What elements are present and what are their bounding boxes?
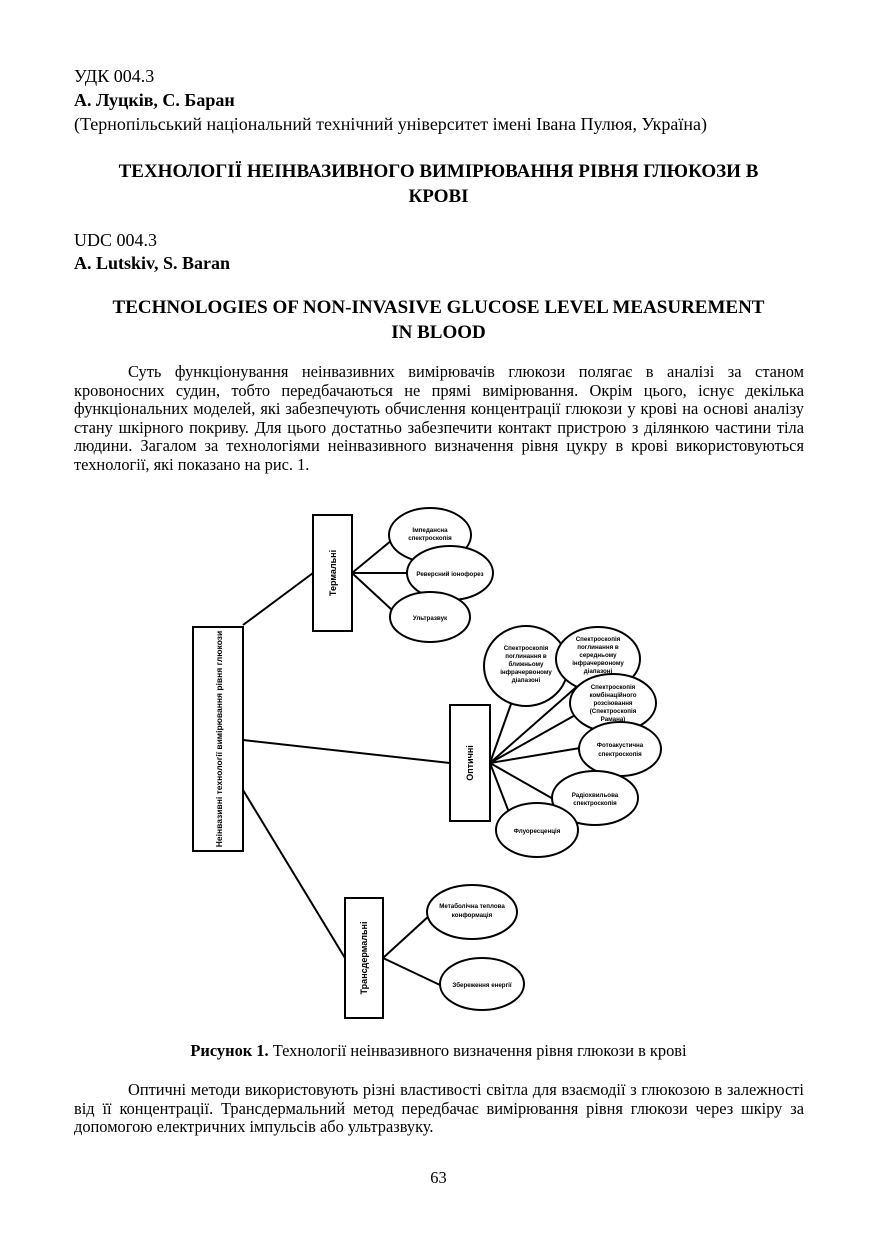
- mir-label-5: діапазоні: [583, 668, 613, 675]
- energy-label: Збереження енергії: [452, 982, 512, 989]
- page-number: 63: [430, 1168, 447, 1187]
- nir-label-4: інфрачервоному: [500, 669, 552, 676]
- mir-label-1: Спектроскопія: [575, 636, 621, 643]
- raman-label-3: розсіювання: [593, 700, 633, 707]
- udk-ua: УДК 004.3: [74, 66, 155, 86]
- nir-label-2: поглинання в: [505, 653, 547, 660]
- impedance-label-1: Імпедансна: [412, 527, 448, 534]
- title-en-line2: IN BLOOD: [391, 322, 486, 343]
- transdermal-label: Трансдермальні: [359, 921, 369, 995]
- connector-root-optical: [243, 740, 450, 763]
- title-ua-line2: КРОВІ: [408, 186, 469, 207]
- root-label: Неінвазивні технології вимірювання рівня глюкози: [214, 630, 224, 848]
- radiowave-label-2: спектроскопія: [573, 800, 617, 807]
- nir-label-3: ближньому: [508, 661, 544, 668]
- photoacoustic-ellipse: [579, 722, 661, 776]
- connector-thermal-impedance: [352, 540, 392, 573]
- connector-transdermal-metabolic: [383, 915, 430, 958]
- raman-label-2: комбінаційного: [589, 692, 637, 699]
- raman-label-4: (Спектроскопія: [589, 708, 637, 715]
- metabolic-label-1: Метаболічна теплова: [439, 903, 505, 910]
- metabolic-label-2: конформація: [451, 912, 493, 919]
- raman-label-5: Рамана): [600, 716, 626, 723]
- figure-caption: [0, 1041, 877, 1061]
- connector-optical-fluorescence: [490, 763, 510, 815]
- ultrasound-label: Ультразвук: [412, 615, 448, 622]
- thermal-label: Термальні: [328, 549, 338, 597]
- radiowave-label-1: Радіохвильова: [571, 792, 619, 799]
- caption-label: Рисунок 1.: [190, 1041, 269, 1060]
- authors-ua: А. Луцків, С. Баран: [74, 90, 235, 110]
- nir-label-5: діапазоні: [511, 677, 541, 684]
- affiliation-ua: (Тернопільський національний технічний університет імені Івана Пулюя, Україна): [74, 114, 707, 134]
- impedance-label-2: спектроскопія: [408, 535, 452, 542]
- paragraph-optical: Оптичні методи використовують різні властивості світла для взаємодії з глюкозою в залежності від її концентрації. Трансдермальний метод передбачає вимірювання рівня глюкози через шкіру за допомогою електричних імпульсів або ультразвуку.: [74, 1080, 804, 1137]
- raman-label-1: Спектроскопія: [590, 684, 636, 691]
- connector-root-transdermal: [243, 790, 345, 958]
- photoacoustic-label-2: спектроскопія: [598, 751, 642, 758]
- title-en-line1: TECHNOLOGIES OF NON-INVASIVE GLUCOSE LEVEL MEASUREMENT: [112, 297, 765, 318]
- mir-label-4: інфрачервоному: [572, 660, 624, 667]
- photoacoustic-label-1: Фотоакустична: [596, 742, 644, 749]
- nir-label-1: Спектроскопія: [503, 645, 549, 652]
- connector-root-thermal: [243, 573, 313, 625]
- title-ua-line1: ТЕХНОЛОГІЇ НЕІНВАЗИВНОГО ВИМІРЮВАННЯ РІВНЯ ГЛЮКОЗИ В: [118, 161, 759, 182]
- mir-label-2: поглинання в: [577, 644, 619, 651]
- connector-thermal-ultrasound: [352, 573, 392, 610]
- caption-text: Технології неінвазивного визначення рівня глюкози в крові: [268, 1041, 687, 1060]
- optical-label: Оптичні: [465, 745, 475, 781]
- mir-label-3: середньому: [579, 652, 617, 659]
- udc-en: UDC 004.3: [74, 230, 158, 250]
- fluorescence-label: Флуоресценція: [513, 828, 561, 835]
- authors-en: A. Lutskiv, S. Baran: [74, 253, 231, 273]
- ionophoresis-label: Реверсний іонофорез: [416, 571, 484, 578]
- connector-optical-radiowave: [490, 763, 555, 800]
- connector-transdermal-energy: [383, 958, 440, 985]
- paragraph-intro: Суть функціонування неінвазивних вимірювачів глюкози полягає в аналізі за станом кровоносних судин, тобто передбачаються не прямі вимірювання. Окрім цього, існує декілька функціональних моделей, які забезпечують обчислення концентрації глюкози у крові на основі аналізу стану шкірного покриву. Для цього достатньо забезпечити контакт пристрою з ділянкою частини тіла людини. Загалом за технологіями неінвазивного визначення рівня цукру в крові використовуються технології, які показано на рис. 1.: [74, 362, 804, 474]
